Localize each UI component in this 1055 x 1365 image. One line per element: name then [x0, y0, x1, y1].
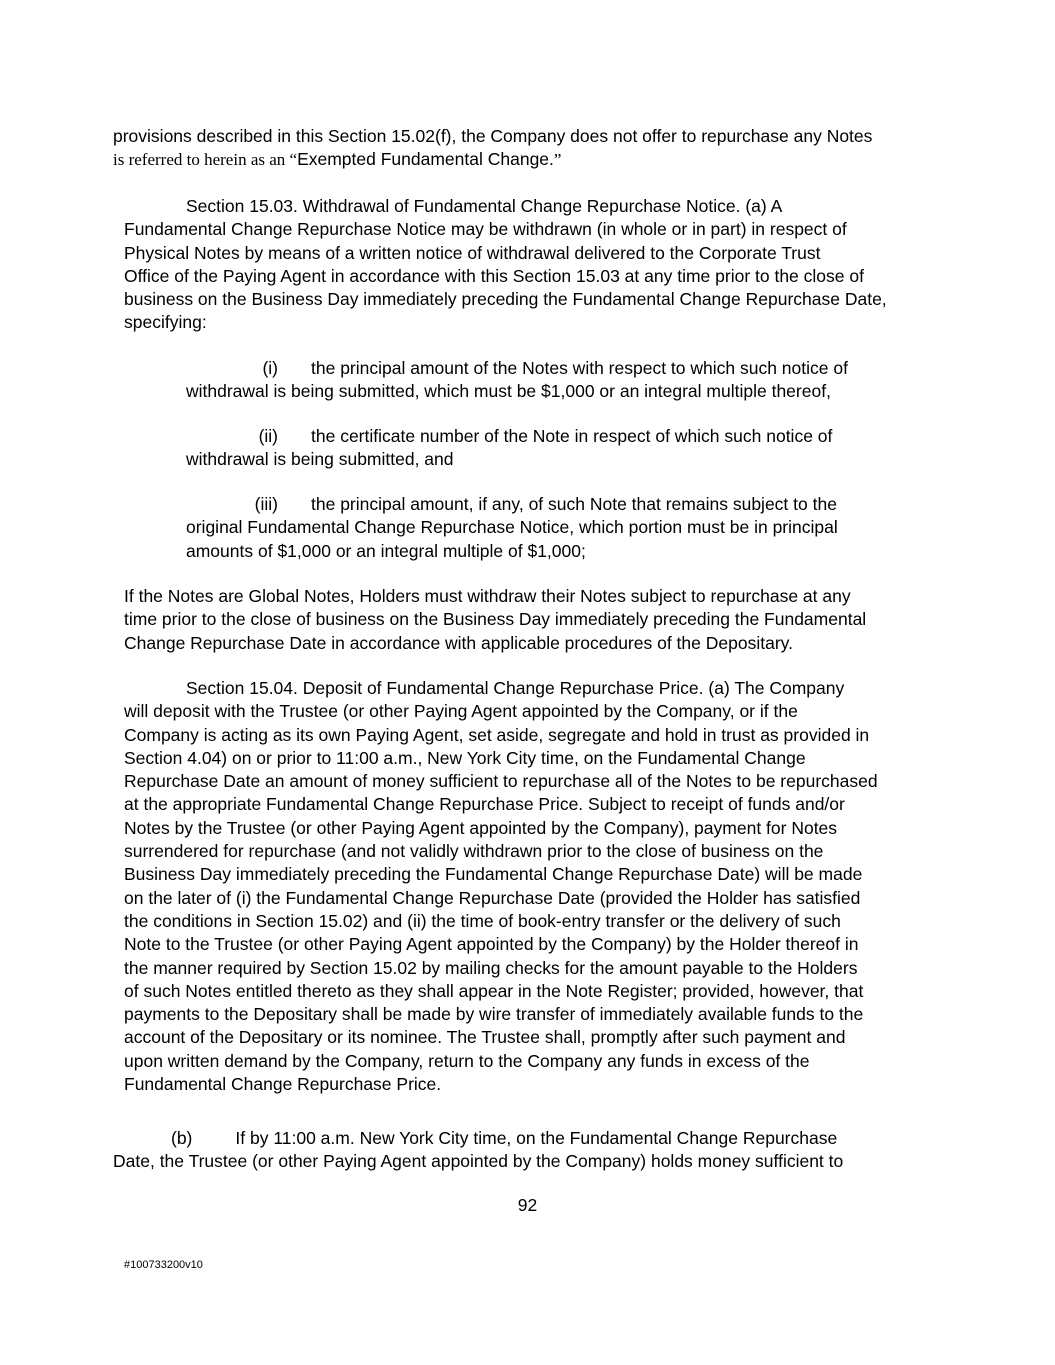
list-item-i — [186, 357, 848, 404]
list-item-line: original Fundamental Change Repurchase Notice, which portion must be in principal — [186, 517, 838, 538]
section-line: will deposit with the Trustee (or other Paying Agent appointed by the Company, or if the — [124, 701, 798, 722]
section-line: on the later of (i) the Fundamental Change Repurchase Date (provided the Holder has satisfied — [124, 887, 861, 908]
section-line: Notes by the Trustee (or other Paying Agent appointed by the Company), payment for Notes — [124, 817, 838, 838]
paragraph-line: time prior to the close of business on the Business Day immediately preceding the Fundamental — [124, 609, 867, 630]
section-line: the conditions in Section 15.02) and (ii) the time of book-entry transfer or the delivery of such — [124, 910, 841, 931]
subsection-label: (b) — [171, 1128, 193, 1148]
closing-quote: ” — [553, 150, 562, 170]
item-text: the certificate number of the Note in respect of which such notice of — [311, 426, 833, 446]
paragraph-line: If the Notes are Global Notes, Holders must withdraw their Notes subject to repurchase at any — [124, 586, 851, 606]
carryover-paragraph — [113, 125, 872, 172]
list-item-line: amounts of $1,000 or an integral multiple of $1,000; — [186, 540, 586, 561]
section-line: Section 4.04) on or prior to 11:00 a.m., New York City time, on the Fundamental Change — [124, 747, 806, 768]
section-line: Repurchase Date an amount of money sufficient to repurchase all of the Notes to be repurchased — [124, 771, 878, 792]
section-heading-line: Section 15.04. Deposit of Fundamental Change Repurchase Price. (a) The Company — [186, 678, 845, 698]
section-line: Note to the Trustee (or other Paying Agent appointed by the Company) by the Holder thereof in — [124, 934, 859, 955]
carryover-line: provisions described in this Section 15.02(f), the Company does not offer to repurchase any Notes — [113, 126, 873, 146]
subsection-text: If by 11:00 a.m. New York City time, on the Fundamental Change Repurchase — [235, 1128, 838, 1148]
document-id: #100733200v10 — [124, 1259, 203, 1271]
section-line: Physical Notes by means of a written notice of withdrawal delivered to the Corporate Trust — [124, 242, 821, 263]
section-line: business on the Business Day immediately preceding the Fundamental Change Repurchase Date, — [124, 289, 887, 310]
section-line: of such Notes entitled thereto as they shall appear in the Note Register; provided, however, that — [124, 980, 864, 1001]
section-line: Fundamental Change Repurchase Price. — [124, 1074, 442, 1095]
section-heading-line: Section 15.03. Withdrawal of Fundamental Change Repurchase Notice. (a) A — [186, 196, 783, 216]
section-line: Business Day immediately preceding the Fundamental Change Repurchase Date) will be made — [124, 864, 863, 885]
list-item-line — [186, 425, 832, 448]
section-line: at the appropriate Fundamental Change Repurchase Price. Subject to receipt of funds and/or — [124, 794, 845, 815]
list-item-line: withdrawal is being submitted, which must be $1,000 or an integral multiple thereof, — [186, 381, 831, 402]
list-item-line — [186, 493, 838, 516]
section-line: surrendered for repurchase (and not validly withdrawn prior to the close of business on the — [124, 841, 824, 862]
paragraph-line: Change Repurchase Date in accordance with applicable procedures of the Depositary. — [124, 632, 793, 653]
list-item-line — [186, 357, 848, 380]
subsection-b-line — [113, 1127, 843, 1150]
defined-term: Exempted Fundamental Change. — [297, 149, 554, 170]
carryover-line — [113, 148, 872, 171]
section-line: specifying: — [124, 312, 207, 333]
item-number: (ii) — [258, 426, 278, 446]
list-item-line: withdrawal is being submitted, and — [186, 449, 454, 470]
item-number: (iii) — [254, 494, 278, 514]
section-line: upon written demand by the Company, return to the Company any funds in excess of the — [124, 1050, 810, 1071]
global-notes-paragraph — [124, 585, 866, 655]
carryover-serif-text: is referred to herein as an “ — [113, 150, 298, 170]
item-text: the principal amount, if any, of such Note that remains subject to the — [311, 494, 837, 514]
list-item-ii — [186, 425, 832, 472]
page-number: 92 — [517, 1195, 538, 1215]
subsection-b-paragraph — [113, 1127, 843, 1174]
section-line: account of the Depositary or its nominee. The Trustee shall, promptly after such payment and — [124, 1027, 846, 1048]
item-number: (i) — [262, 358, 278, 378]
section-line: Fundamental Change Repurchase Notice may be withdrawn (in whole or in part) in respect of — [124, 219, 847, 240]
section-line: the manner required by Section 15.02 by mailing checks for the amount payable to the Holders — [124, 957, 858, 978]
section-line: Company is acting as its own Paying Agent, set aside, segregate and hold in trust as provided in — [124, 724, 870, 745]
subsection-b-line: Date, the Trustee (or other Paying Agent appointed by the Company) holds money sufficient to — [113, 1151, 844, 1172]
item-text: the principal amount of the Notes with respect to which such notice of — [311, 358, 848, 378]
list-item-iii — [186, 493, 838, 563]
section-15-04-paragraph — [124, 677, 878, 1096]
section-line: Office of the Paying Agent in accordance with this Section 15.03 at any time prior to the close of — [124, 265, 864, 286]
section-line: payments to the Depositary shall be made by wire transfer of immediately available funds to the — [124, 1004, 864, 1025]
section-15-03-paragraph — [124, 195, 887, 335]
